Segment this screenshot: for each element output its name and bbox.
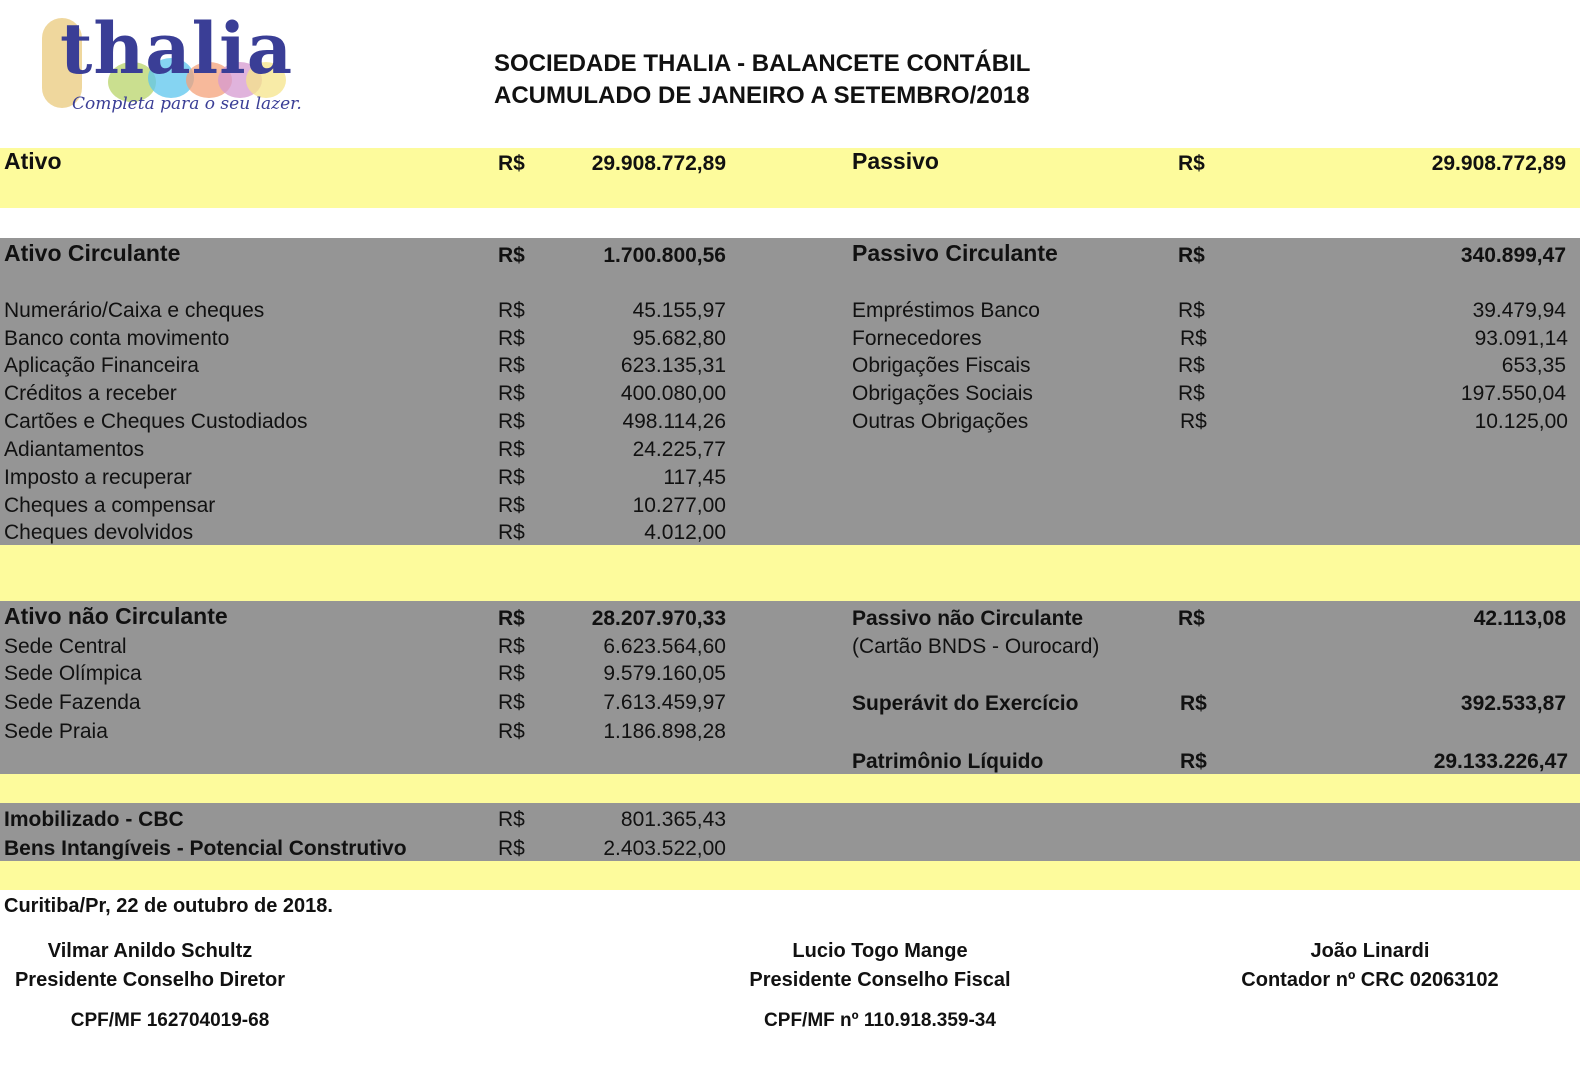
currency-label: R$ bbox=[1178, 244, 1205, 267]
patrimonio-value: 29.133.226,47 bbox=[1433, 750, 1568, 773]
currency-label: R$ bbox=[498, 410, 525, 433]
list-item-value: 653,35 bbox=[1501, 354, 1566, 377]
currency-label: R$ bbox=[1178, 382, 1205, 405]
list-item-value: 10.125,00 bbox=[1474, 410, 1568, 433]
currency-label: R$ bbox=[498, 837, 525, 860]
list-item-label: Adiantamentos bbox=[4, 438, 145, 461]
currency-label: R$ bbox=[498, 244, 525, 267]
thalia-logo bbox=[38, 0, 308, 125]
list-item-value: 498.114,26 bbox=[622, 410, 726, 433]
currency-label: R$ bbox=[498, 691, 525, 714]
currency-label: R$ bbox=[498, 662, 525, 685]
list-item-label: Aplicação Financeira bbox=[4, 354, 199, 377]
currency-label: R$ bbox=[1178, 607, 1205, 630]
currency-label: R$ bbox=[1180, 410, 1207, 433]
passivo-nao-circulante-label: Passivo não Circulante bbox=[852, 607, 1084, 630]
list-item-label: Imposto a recuperar bbox=[4, 466, 192, 489]
signatory-doc: CPF/MF 162704019-68 bbox=[70, 1010, 270, 1031]
list-item-label: Fornecedores bbox=[852, 327, 982, 350]
list-item-label: Sede Olímpica bbox=[4, 662, 142, 685]
report-title-line1: SOCIEDADE THALIA - BALANCETE CONTÁBIL bbox=[494, 50, 1031, 77]
nao-circulante-band bbox=[0, 601, 1580, 774]
signatory-role: Presidente Conselho Diretor bbox=[14, 969, 286, 991]
list-item-value: 10.277,00 bbox=[632, 494, 726, 517]
ativo-total-value: 29.908.772,89 bbox=[591, 152, 726, 175]
currency-label: R$ bbox=[1180, 750, 1207, 773]
currency-label: R$ bbox=[498, 466, 525, 489]
currency-label: R$ bbox=[498, 808, 525, 831]
intangiveis-label: Bens Intangíveis - Potencial Construtivo bbox=[4, 837, 407, 860]
list-item-value: 117,45 bbox=[663, 466, 726, 489]
ativo-nao-circulante-value: 28.207.970,33 bbox=[591, 607, 726, 630]
currency-label: R$ bbox=[1180, 692, 1207, 715]
signatory-name: Vilmar Anildo Schultz bbox=[47, 940, 253, 962]
list-item-value: 400.080,00 bbox=[620, 382, 726, 405]
currency-label: R$ bbox=[498, 327, 525, 350]
list-item-label: Sede Central bbox=[4, 635, 127, 658]
list-item-value: 45.155,97 bbox=[632, 299, 726, 322]
signatory-name: Lucio Togo Mange bbox=[792, 940, 968, 962]
passivo-circulante-value: 340.899,47 bbox=[1460, 244, 1566, 267]
list-item-label: Sede Fazenda bbox=[4, 691, 141, 714]
currency-label: R$ bbox=[1178, 152, 1205, 175]
report-title bbox=[494, 48, 1030, 112]
list-item-label: Obrigações Fiscais bbox=[852, 354, 1031, 377]
list-item-value: 24.225,77 bbox=[632, 438, 726, 461]
ativo-nao-circulante-label: Ativo não Circulante bbox=[4, 603, 228, 629]
list-item-value: 7.613.459,97 bbox=[603, 691, 726, 714]
superavit-label: Superávit do Exercício bbox=[852, 692, 1079, 715]
superavit-value: 392.533,87 bbox=[1460, 692, 1566, 715]
logo-tagline: Completa para o seu lazer. bbox=[72, 94, 302, 114]
list-item-value: 4.012,00 bbox=[644, 521, 726, 544]
list-item-value: 9.579.160,05 bbox=[603, 662, 726, 685]
totals-band bbox=[0, 148, 1580, 208]
report-title-line2: ACUMULADO DE JANEIRO A SETEMBRO/2018 bbox=[494, 82, 1030, 109]
currency-label: R$ bbox=[498, 607, 525, 630]
intangiveis-value: 2.403.522,00 bbox=[603, 837, 726, 860]
list-item-label: Obrigações Sociais bbox=[852, 382, 1033, 405]
signatory-doc: CPF/MF nº 110.918.359-34 bbox=[764, 1010, 996, 1031]
passivo-nao-circulante-note: (Cartão BNDS - Ourocard) bbox=[852, 635, 1100, 658]
ativo-circulante-value: 1.700.800,56 bbox=[603, 244, 726, 267]
currency-label: R$ bbox=[498, 521, 525, 544]
currency-label: R$ bbox=[1180, 327, 1207, 350]
list-item-value: 39.479,94 bbox=[1472, 299, 1566, 322]
currency-label: R$ bbox=[498, 438, 525, 461]
signatory-role: Contador nº CRC 02063102 bbox=[1241, 969, 1499, 991]
spacer-band bbox=[0, 861, 1580, 890]
list-item-value: 93.091,14 bbox=[1474, 327, 1568, 350]
list-item-value: 197.550,04 bbox=[1460, 382, 1566, 405]
list-item-label: Cheques a compensar bbox=[4, 494, 216, 517]
currency-label: R$ bbox=[498, 354, 525, 377]
list-item-label: Numerário/Caixa e cheques bbox=[4, 299, 265, 322]
passivo-nao-circulante-value: 42.113,08 bbox=[1473, 607, 1566, 630]
currency-label: R$ bbox=[498, 299, 525, 322]
currency-label: R$ bbox=[498, 494, 525, 517]
ativo-circulante-label: Ativo Circulante bbox=[4, 240, 181, 266]
list-item-label: Créditos a receber bbox=[4, 382, 177, 405]
passivo-total-value: 29.908.772,89 bbox=[1431, 152, 1566, 175]
place-date: Curitiba/Pr, 22 de outubro de 2018. bbox=[4, 895, 333, 917]
list-item-label: Empréstimos Banco bbox=[852, 299, 1040, 322]
list-item-value: 1.186.898,28 bbox=[603, 720, 726, 743]
currency-label: R$ bbox=[498, 152, 525, 175]
list-item-label: Outras Obrigações bbox=[852, 410, 1029, 433]
imobilizado-value: 801.365,43 bbox=[620, 808, 726, 831]
ativo-label: Ativo bbox=[4, 148, 62, 174]
signatory-role: Presidente Conselho Fiscal bbox=[749, 969, 1011, 991]
list-item-label: Cheques devolvidos bbox=[4, 521, 194, 544]
patrimonio-label: Patrimônio Líquido bbox=[852, 750, 1044, 773]
spacer-band bbox=[0, 774, 1580, 803]
list-item-label: Cartões e Cheques Custodiados bbox=[4, 410, 308, 433]
passivo-label: Passivo bbox=[852, 148, 939, 174]
currency-label: R$ bbox=[1178, 299, 1205, 322]
currency-label: R$ bbox=[1178, 354, 1205, 377]
list-item-label: Sede Praia bbox=[4, 720, 108, 743]
list-item-value: 6.623.564,60 bbox=[603, 635, 726, 658]
currency-label: R$ bbox=[498, 720, 525, 743]
spacer-band bbox=[0, 545, 1580, 601]
logo-wordmark: thalia bbox=[60, 7, 294, 90]
list-item-value: 95.682,80 bbox=[632, 327, 726, 350]
imobilizado-label: Imobilizado - CBC bbox=[4, 808, 184, 831]
list-item-value: 623.135,31 bbox=[620, 354, 726, 377]
currency-label: R$ bbox=[498, 635, 525, 658]
list-item-label: Banco conta movimento bbox=[4, 327, 230, 350]
currency-label: R$ bbox=[498, 382, 525, 405]
signatory-name: João Linardi bbox=[1310, 940, 1430, 962]
passivo-circulante-label: Passivo Circulante bbox=[852, 240, 1058, 266]
circulante-band bbox=[0, 238, 1580, 545]
